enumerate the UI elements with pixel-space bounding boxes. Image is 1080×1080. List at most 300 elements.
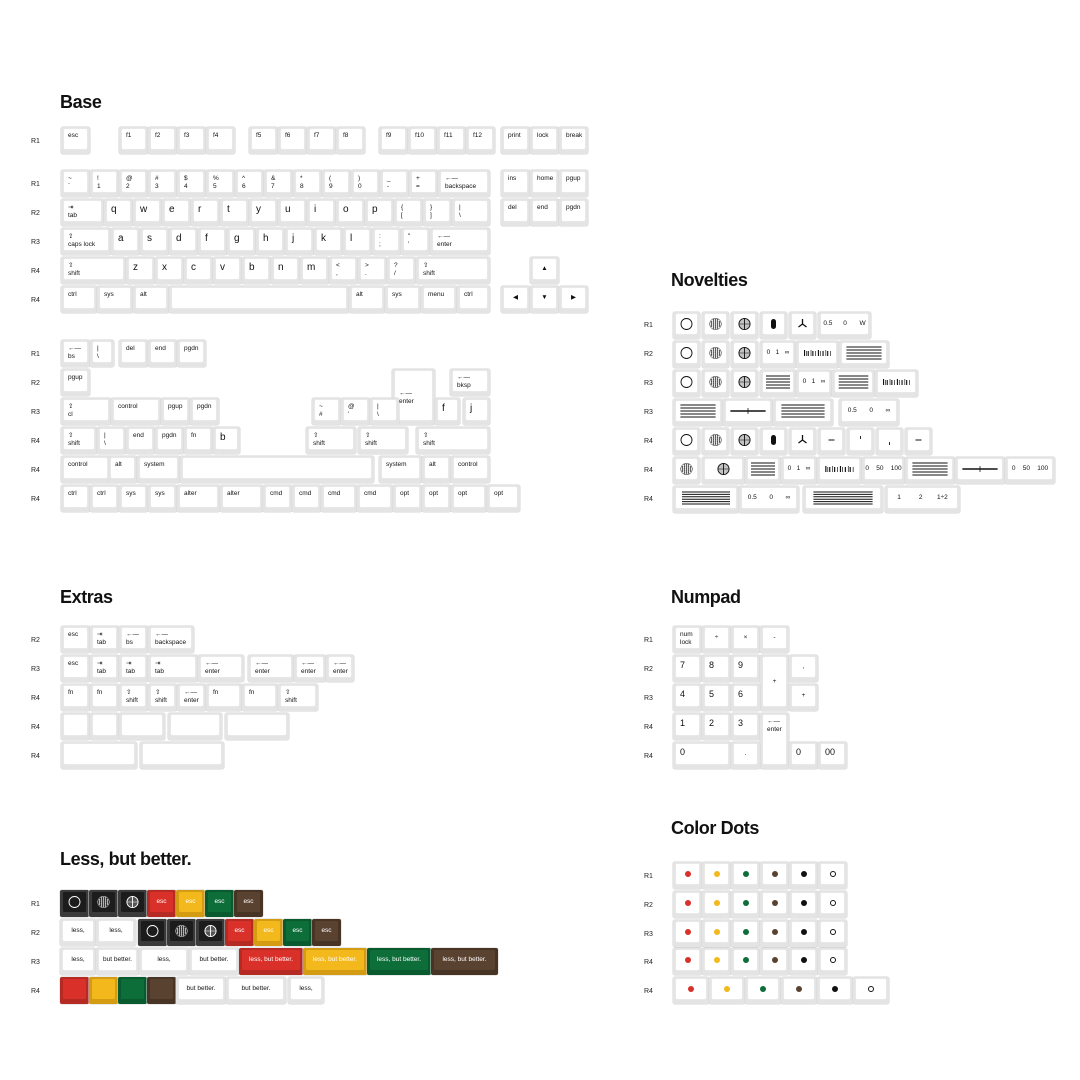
keycap-legend: home	[537, 175, 554, 182]
color-dot-key-green	[731, 948, 760, 975]
lbb-but-better-key-4	[226, 977, 286, 1004]
key-alt-alt	[108, 456, 137, 483]
lbb-wide-red	[239, 948, 303, 975]
key-sys	[97, 286, 133, 313]
keycap-legend: b	[220, 432, 226, 443]
key-home	[530, 170, 559, 197]
key-pgup	[559, 170, 588, 197]
extra-shift-2	[148, 684, 177, 711]
keycap-legend: g	[234, 233, 240, 244]
keycap-legend: sys	[392, 291, 402, 298]
row-label: R4	[31, 988, 40, 995]
keycap-legend: ←— backspace	[445, 175, 477, 190]
key-caps-alt	[61, 398, 111, 425]
key-backspace	[438, 170, 490, 197]
speaker-grille-icon	[92, 892, 115, 912]
tick-top-icon	[850, 430, 871, 450]
color-dot-key-green	[731, 862, 760, 889]
key-mod-opt-13	[487, 485, 520, 512]
keycap-legend: less,	[71, 956, 85, 963]
keycap-legend: control	[458, 461, 478, 468]
keycap-legend: cmd	[299, 490, 312, 497]
lbb-blank-brown	[147, 977, 176, 1004]
keycap-legend: less,	[109, 927, 123, 934]
key-d	[169, 228, 198, 255]
keycap-legend: f2	[155, 132, 161, 139]
section-title-color-dots: Color Dots	[671, 818, 759, 838]
key-n6	[235, 170, 264, 197]
key-break	[559, 127, 588, 154]
keycap-legend: ⇥ tab	[97, 631, 107, 646]
slider-icon	[726, 401, 770, 421]
keycap-legend: : ;	[379, 233, 381, 248]
keycap-legend: o	[343, 204, 349, 215]
keycap-legend: opt	[429, 490, 439, 497]
extra-backspace	[148, 626, 194, 653]
lbb-less-key	[60, 919, 96, 946]
numpad-2	[702, 713, 731, 740]
keycap-legend: f	[442, 403, 445, 414]
keycap-legend: ⇥ tab	[126, 660, 136, 675]
keycap-legend: opt	[400, 490, 410, 497]
keycap-legend: ctrl	[97, 490, 106, 497]
key-c	[184, 257, 213, 284]
key-y	[249, 199, 278, 226]
keycap-legend: ⇪ caps lock	[68, 233, 96, 248]
keycap-legend: ⇧ shift	[126, 689, 138, 704]
keycap-legend: print	[508, 132, 521, 139]
keycap-legend: 2	[709, 718, 715, 728]
keycap-legend: ←— enter	[301, 660, 316, 675]
key-f5	[249, 127, 278, 154]
novelty-key	[673, 486, 739, 513]
keycap-legend: 6	[738, 689, 744, 699]
key-period	[358, 257, 387, 284]
keycap-legend: ⇪ cl	[68, 403, 74, 418]
numpad-4	[673, 684, 702, 711]
ring-icon	[676, 314, 697, 334]
key-arrow-down	[530, 286, 559, 313]
keycap-legend: fn	[213, 689, 219, 696]
key-pgdn-alt	[177, 340, 206, 367]
keycap-legend: +	[801, 692, 806, 699]
color-dot-key-wide-white	[853, 977, 889, 1004]
keycap-legend: 0.5 0 ∞	[747, 494, 791, 501]
dash-icon	[821, 430, 842, 450]
fan-icon	[792, 430, 813, 450]
keycap-legend: ←— bksp	[457, 374, 471, 389]
extra-enter-1	[198, 655, 244, 682]
key-mod-sys-3	[148, 485, 177, 512]
keycap-legend: cmd	[328, 490, 341, 497]
keycap-legend: ⇧ shift	[423, 432, 435, 447]
keycap-legend: but better.	[199, 956, 229, 963]
color-dot-icon	[714, 957, 720, 963]
row-label: R3	[31, 959, 40, 966]
tick-bottom-icon	[879, 430, 900, 450]
keycap-legend: menu	[428, 291, 445, 298]
novelty-key	[702, 457, 745, 484]
key-pgdn-alt2	[190, 398, 219, 425]
key-menu	[421, 286, 457, 313]
key-ctrl	[61, 286, 97, 313]
dial-icon	[734, 430, 755, 450]
key-f12	[466, 127, 495, 154]
section-title-numpad: Numpad	[671, 587, 741, 607]
keycap-legend: but better.	[186, 985, 216, 992]
key-pipe	[90, 340, 114, 367]
lines-icon	[842, 343, 886, 363]
novelty-key	[731, 341, 758, 368]
ring-icon	[63, 892, 86, 912]
keycap-legend: > .	[365, 262, 369, 277]
novelty-key	[832, 370, 875, 397]
keycap-legend: 0 50 100	[1011, 465, 1049, 472]
key-control-left	[61, 456, 111, 483]
key-n4	[177, 170, 206, 197]
extra-blank-1	[61, 713, 90, 740]
lbb-blank-green	[118, 977, 147, 1004]
dial-icon	[199, 921, 222, 941]
numpad-dot	[731, 742, 760, 769]
keycap-legend: ctrl	[68, 490, 77, 497]
keycap-legend: ▲	[541, 265, 548, 272]
color-dot-key-green	[731, 920, 760, 947]
extra-shift-1	[119, 684, 148, 711]
key-t	[220, 199, 249, 226]
key-f4	[206, 127, 235, 154]
extra-blank-4	[168, 713, 222, 740]
barcode-icon	[820, 459, 859, 479]
key-pipe-3	[97, 427, 126, 454]
key-f9	[379, 127, 408, 154]
keycap-legend: 0 1 ∞	[802, 378, 826, 385]
lbb-esc-green-2	[283, 919, 312, 946]
keycap-legend: del	[508, 204, 517, 211]
color-dot-key-wide-brown	[781, 977, 817, 1004]
keycap-legend: 0	[796, 747, 802, 757]
keycap-legend: pgdn	[162, 432, 177, 439]
keycap-legend: c	[191, 262, 196, 273]
keycap-legend: ~ #	[319, 403, 323, 418]
key-n3	[148, 170, 177, 197]
key-mod-cmd-6	[263, 485, 292, 512]
row-label: R3	[644, 380, 653, 387]
key-shift-short	[61, 427, 97, 454]
key-g	[227, 228, 256, 255]
speaker-grille-icon	[705, 314, 726, 334]
lines-icon	[676, 488, 736, 508]
key-j	[285, 228, 314, 255]
keycap-legend: pgup	[566, 175, 581, 182]
section-title-novelties: Novelties	[671, 270, 748, 290]
key-alt-alt2	[422, 456, 451, 483]
color-dot-key-white	[818, 920, 847, 947]
novelty-key	[818, 428, 845, 455]
keycap-legend: sys	[104, 291, 114, 298]
novelty-key	[723, 399, 773, 426]
key-del	[501, 199, 530, 226]
lbb-esc-red	[147, 890, 176, 917]
lbb-esc-yellow-2	[254, 919, 283, 946]
keycap-legend: alt	[140, 291, 147, 298]
key-shift-long	[416, 427, 490, 454]
keycap-legend: ⇧ shift	[68, 262, 80, 277]
lbb-esc-green	[205, 890, 234, 917]
lbb-wide-yellow	[303, 948, 367, 975]
keycap-legend: end	[133, 432, 144, 439]
key-mod-sys-2	[119, 485, 148, 512]
numpad-divide	[702, 626, 731, 653]
key-n7	[264, 170, 293, 197]
key-fn	[184, 427, 213, 454]
key-enter	[430, 228, 490, 255]
extra-esc-2	[61, 655, 90, 682]
novelty-key	[702, 370, 729, 397]
keycap-legend: m	[307, 262, 316, 273]
keycap-legend: # 3	[155, 175, 159, 190]
keycap-legend: n	[278, 262, 284, 273]
extra-blank-6	[61, 742, 137, 769]
extra-blank-3	[119, 713, 165, 740]
keycap-legend: esc	[156, 898, 167, 905]
keycap-legend: alt	[356, 291, 363, 298]
key-n0	[351, 170, 380, 197]
color-dot-key-red	[673, 948, 702, 975]
novelty-scale-key	[739, 486, 799, 513]
keycap-legend: lock	[537, 132, 549, 139]
row-label: R1	[31, 901, 40, 908]
lbb-less-key-3	[60, 948, 96, 975]
keycap-legend: alter	[227, 490, 240, 497]
keycap-legend: -	[773, 634, 776, 641]
keycap-legend: y	[256, 204, 261, 215]
novelty-key	[673, 457, 700, 484]
lbb-dark-key	[60, 890, 89, 917]
extra-blank-7	[140, 742, 224, 769]
keycap-legend: 0 1 ∞	[766, 349, 790, 356]
color-dot-icon	[772, 900, 778, 906]
extra-tab-2	[90, 655, 119, 682]
keycap-legend: 0.5 0 W	[823, 320, 866, 327]
pill-switch-icon	[763, 430, 784, 450]
keycap-legend: ⇧ shift	[423, 262, 435, 277]
color-dot-key-wide-black	[817, 977, 853, 1004]
key-tilde	[61, 170, 90, 197]
lbb-esc-brown-2	[312, 919, 341, 946]
color-dot-key-red	[673, 862, 702, 889]
key-j-alt	[463, 398, 490, 425]
lbb-dark-key	[167, 919, 196, 946]
lbb-blank-yellow	[89, 977, 118, 1004]
keycap-legend: t	[227, 204, 230, 215]
key-sys-right	[385, 286, 421, 313]
color-dot-key-brown	[760, 948, 789, 975]
key-arrow-left	[501, 286, 530, 313]
key-f7	[307, 127, 336, 154]
lines-icon	[763, 372, 793, 392]
numpad-plus-tall	[760, 655, 789, 711]
keycap-legend: sys	[155, 490, 165, 497]
key-equal	[409, 170, 438, 197]
novelty-key	[905, 457, 955, 484]
keycap-legend: ^ 6	[242, 175, 246, 190]
color-dot-icon	[760, 986, 766, 992]
key-system-right	[379, 456, 422, 483]
keycap-legend: " '	[408, 233, 411, 248]
key-backslash	[452, 199, 490, 226]
color-dot-icon	[868, 986, 874, 992]
key-shift-mid2	[358, 427, 408, 454]
novelty-key	[760, 312, 787, 339]
keycap-legend: esc	[214, 898, 225, 905]
keycap-legend: ▶	[571, 294, 576, 301]
key-p	[365, 199, 394, 226]
keycap-legend: | \	[377, 403, 379, 418]
novelty-key	[875, 370, 918, 397]
ring-icon	[676, 343, 697, 363]
speaker-grille-icon	[705, 372, 726, 392]
key-system-left	[137, 456, 180, 483]
speaker-grille-icon	[705, 343, 726, 363]
lbb-esc-yellow	[176, 890, 205, 917]
extra-tab-long	[148, 655, 198, 682]
extra-fn-1	[61, 684, 90, 711]
fan-icon	[792, 314, 813, 334]
row-label: R1	[644, 873, 653, 880]
lbb-blank-red	[60, 977, 89, 1004]
lines-icon	[835, 372, 872, 392]
color-dot-key-yellow	[702, 948, 731, 975]
keycap-legend: j	[292, 233, 295, 244]
row-label: R2	[644, 351, 653, 358]
keycap-legend: ,	[802, 663, 805, 670]
keycap-legend: f4	[213, 132, 219, 139]
keycap-legend: w	[140, 204, 148, 215]
lines-icon	[748, 459, 778, 479]
keycap-legend: 0 1 ∞	[787, 465, 811, 472]
novelty-key	[673, 399, 723, 426]
dial-icon	[734, 314, 755, 334]
keycap-legend: break	[566, 132, 583, 139]
keycap-legend: f3	[184, 132, 190, 139]
keycap-legend: < ,	[336, 262, 340, 277]
color-dot-icon	[685, 957, 691, 963]
keycap-legend: ? /	[394, 262, 398, 277]
extra-fn-2	[90, 684, 119, 711]
key-alt-right	[349, 286, 385, 313]
keycap-legend: esc	[68, 631, 79, 638]
novelty-key	[955, 457, 1005, 484]
row-label: R1	[31, 351, 40, 358]
extra-enter-3	[294, 655, 326, 682]
novelty-key	[789, 312, 816, 339]
keycap-legend: ←— bs	[126, 631, 139, 646]
keycap-legend: sys	[126, 490, 136, 497]
keycap-legend: ⇧ shift	[313, 432, 325, 447]
keycap-legend: ~ `	[68, 175, 72, 190]
novelty-key	[731, 312, 758, 339]
color-dot-icon	[743, 900, 749, 906]
color-dot-key-white	[818, 948, 847, 975]
row-label: R2	[31, 637, 40, 644]
keycap-legend: f	[205, 233, 208, 244]
keycap-legend: esc	[68, 660, 79, 667]
lines-icon	[806, 488, 880, 508]
row-label: R3	[644, 695, 653, 702]
key-lock	[530, 127, 559, 154]
key-e	[162, 199, 191, 226]
keycap-legend: cmd	[270, 490, 283, 497]
key-l	[343, 228, 372, 255]
keycap-legend: ⇥ tab	[155, 660, 165, 675]
key-end-alt	[148, 340, 177, 367]
keycap-legend: fn	[97, 689, 103, 696]
keycap-legend: x	[162, 262, 167, 273]
dial-icon	[734, 372, 755, 392]
keycap-legend: v	[220, 262, 225, 273]
keycap-legend: h	[263, 233, 269, 244]
keycap-legend: r	[198, 204, 202, 215]
key-n5	[206, 170, 235, 197]
color-dot-key-brown	[760, 862, 789, 889]
lines-icon	[676, 401, 720, 421]
row-label: R4	[31, 268, 40, 275]
novelty-key	[876, 428, 903, 455]
pill-switch-icon	[763, 314, 784, 334]
key-shift-right	[416, 257, 490, 284]
keycap-legend: but better.	[241, 985, 271, 992]
novelty-key	[745, 457, 781, 484]
lbb-but-better-key-3	[176, 977, 226, 1004]
novelty-key	[817, 457, 862, 484]
key-m	[300, 257, 329, 284]
keycap-legend: * 8	[300, 175, 304, 190]
lines-icon	[908, 459, 952, 479]
key-mod-opt-12	[451, 485, 487, 512]
keycap-legend: 0	[680, 747, 686, 757]
numpad-5	[702, 684, 731, 711]
extra-bs	[119, 626, 148, 653]
key-at	[341, 398, 370, 425]
color-dot-icon	[801, 871, 807, 877]
color-dot-icon	[830, 900, 836, 906]
color-dot-key-wide-red	[673, 977, 709, 1004]
keycap-legend: | \	[104, 432, 106, 447]
key-n8	[293, 170, 322, 197]
color-dot-key-brown	[760, 891, 789, 918]
keycap-legend: ←— bs	[68, 345, 81, 360]
numpad-9	[731, 655, 760, 682]
row-label: R3	[31, 239, 40, 246]
keycap-legend: fn	[191, 432, 197, 439]
key-q	[104, 199, 133, 226]
novelty-key	[702, 428, 729, 455]
key-caps-lock	[61, 228, 111, 255]
color-dot-icon	[685, 871, 691, 877]
novelty-scale-key	[839, 399, 899, 426]
numpad-3	[731, 713, 760, 740]
keycap-legend: end	[155, 345, 166, 352]
keycap-legend: alt	[429, 461, 436, 468]
color-dot-key-black	[789, 891, 818, 918]
key-shift-left	[61, 257, 126, 284]
extra-enter-5	[177, 684, 206, 711]
extra-blank-2	[90, 713, 119, 740]
color-dot-icon	[796, 986, 802, 992]
row-label: R4	[31, 695, 40, 702]
key-f3	[177, 127, 206, 154]
